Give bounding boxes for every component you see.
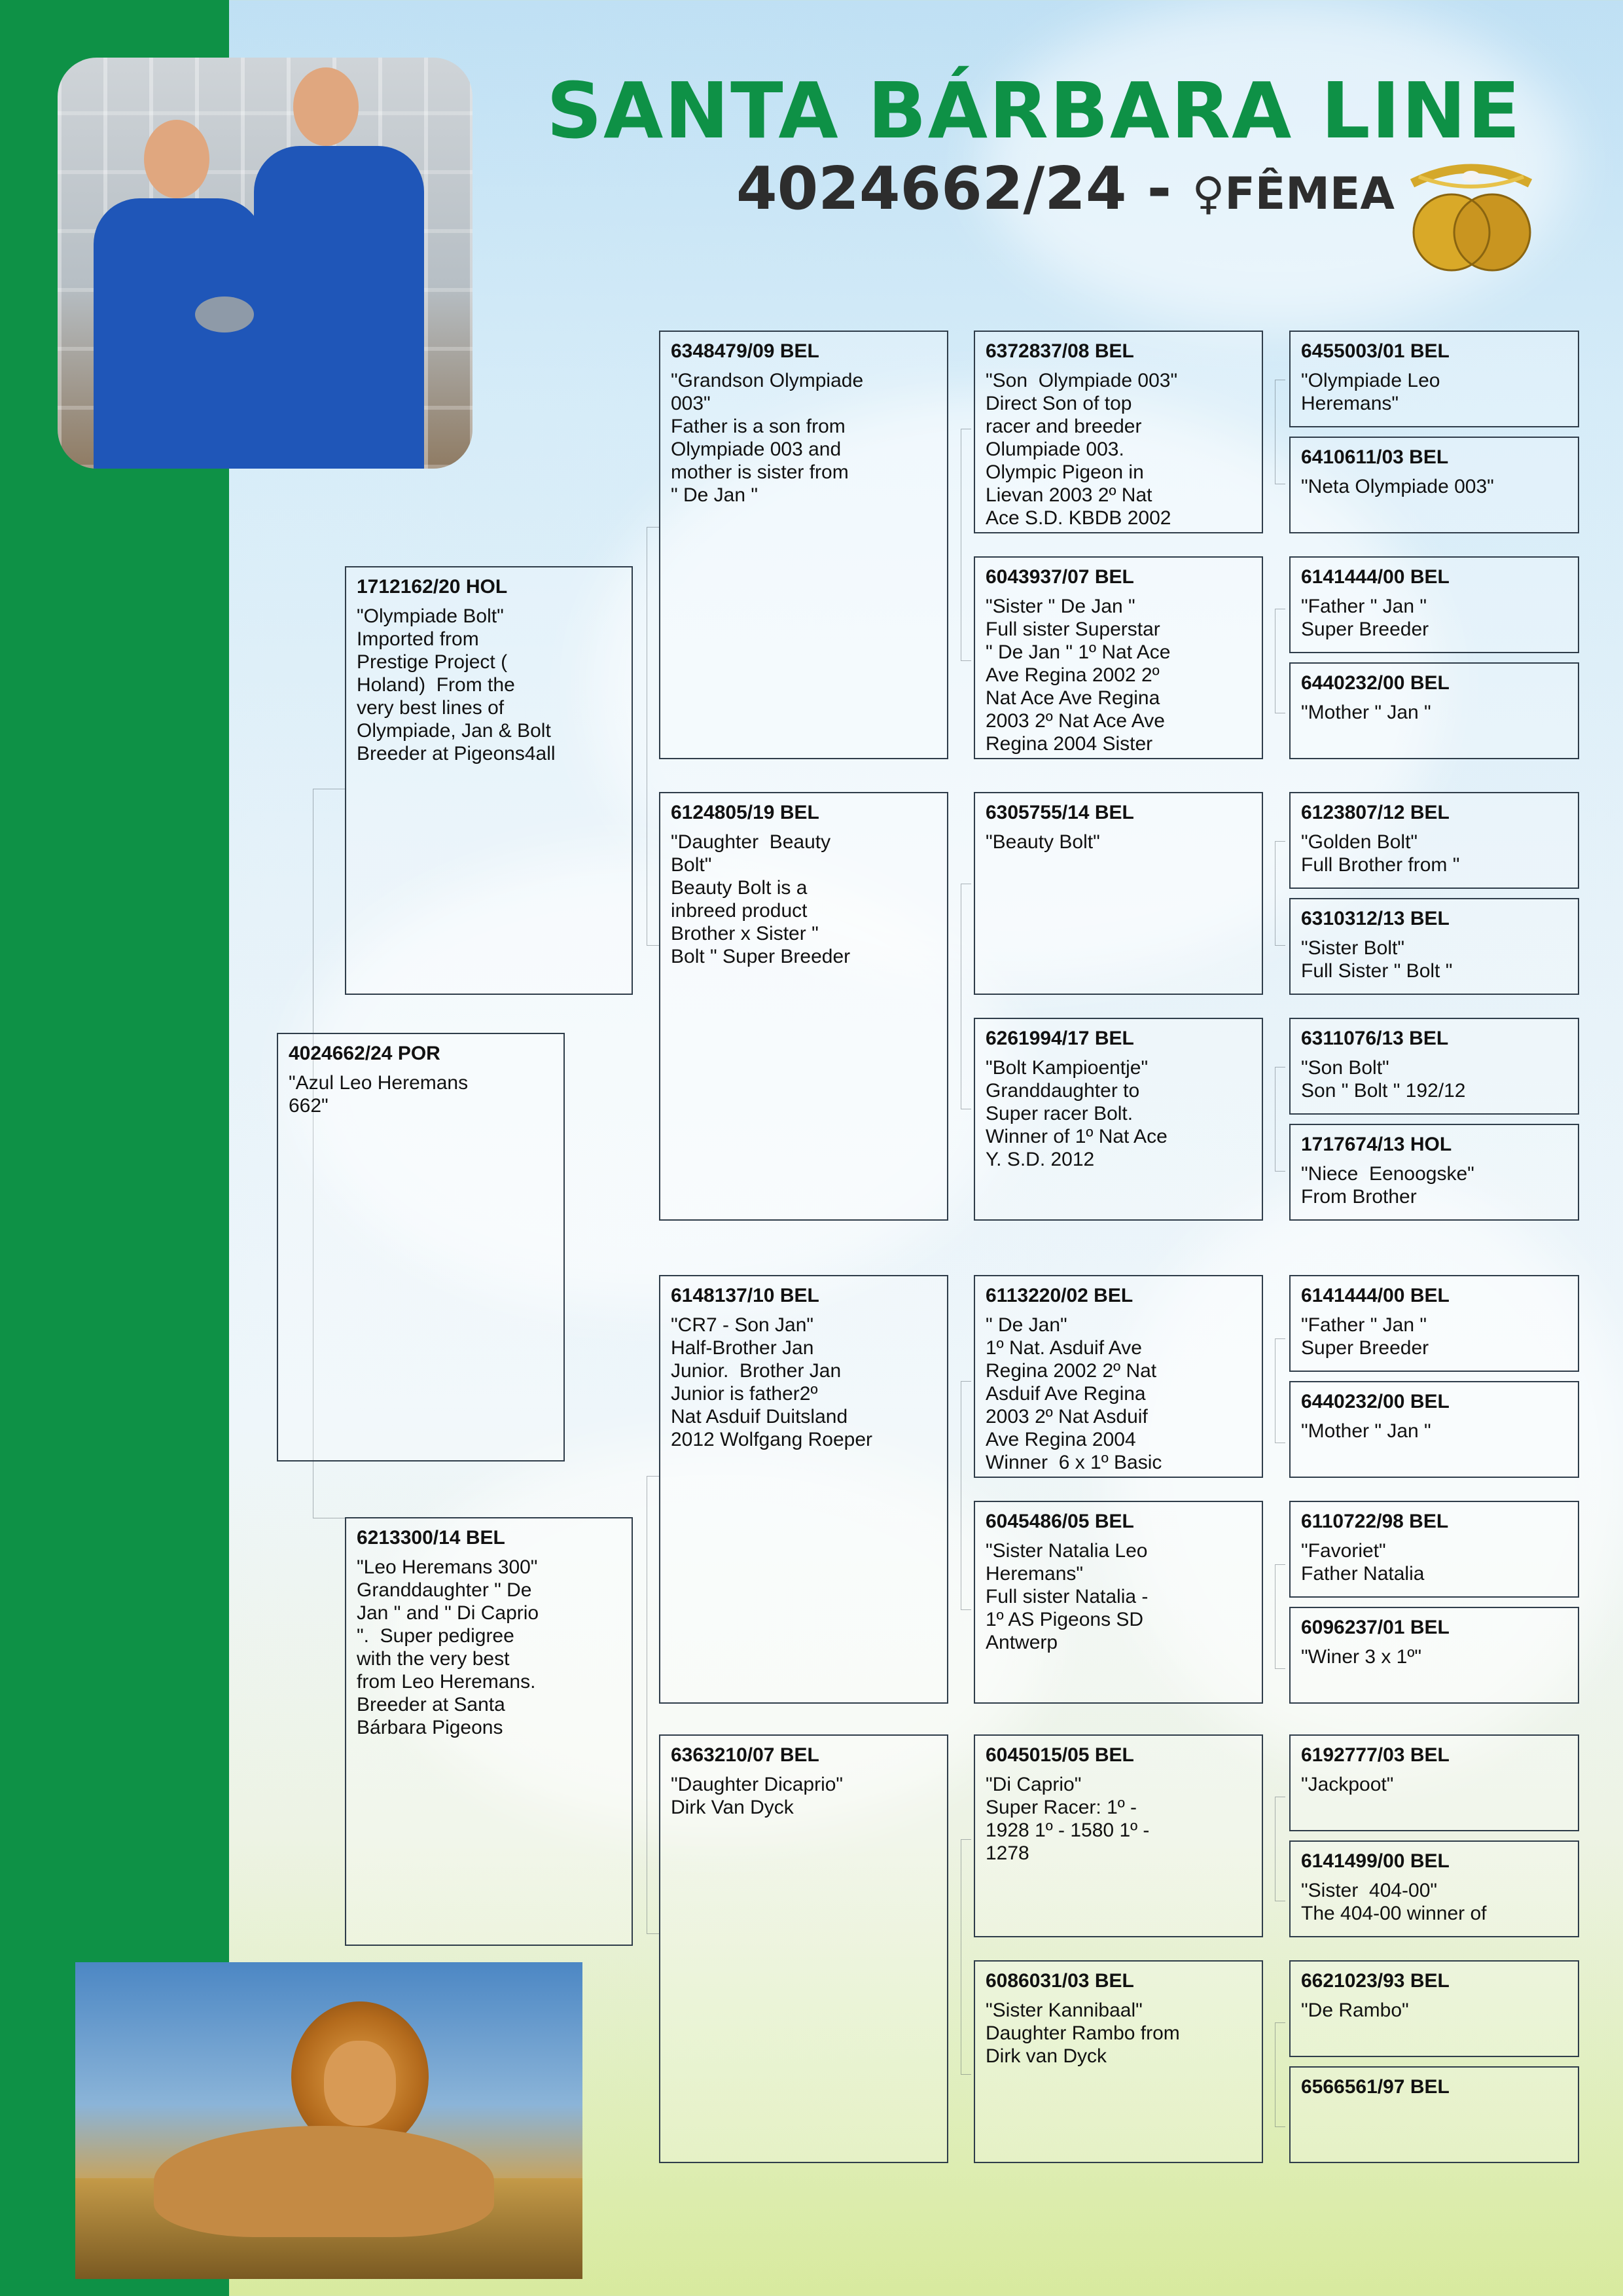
ring-number: 6124805/19 BEL (671, 802, 819, 823)
ring-number: 6113220/02 BEL (986, 1285, 1133, 1306)
connector-line (1275, 2022, 1285, 2127)
great-grandparent-card (974, 1501, 1263, 1704)
pigeon-description: "Father " Jan " Super Breeder (1301, 1314, 1429, 1359)
ancestor-card (1289, 1501, 1579, 1598)
connector-line (1275, 1797, 1285, 1901)
ring-number: 6141444/00 BEL (1301, 566, 1450, 588)
grandparent-card (659, 1275, 948, 1704)
pigeon-description: "Olympiade Bolt" Imported from Prestige Project ( Holand) From the very best lines of Olympiade, Jan & Bolt Breeder at Pigeons4all (357, 605, 556, 764)
pigeon-description: "Sister " De Jan " Full sister Superstar " De Jan " 1º Nat Ace Ave Regina 2002 2º Nat Ace Ave Regina 2003 2º Nat Ace Ave Regina 2004 Sister (986, 596, 1171, 755)
lion-photo (75, 1962, 582, 2279)
connector-line (647, 1476, 660, 1934)
ring-number: 6110722/98 BEL (1301, 1511, 1449, 1532)
pigeon-description: "Winer 3 x 1º" (1301, 1646, 1421, 1668)
ring-number: 6261994/17 BEL (986, 1028, 1134, 1049)
grandparent-card (659, 792, 948, 1221)
dam-card (345, 1517, 633, 1946)
ancestor-card (1289, 1018, 1579, 1115)
ring-number: 6045486/05 BEL (986, 1511, 1134, 1532)
ring-number: 6372837/08 BEL (986, 340, 1134, 362)
heading-sex: FÊMEA (1224, 168, 1395, 220)
pigeon-description: "CR7 - Son Jan" Half-Brother Jan Junior. Brother Jan Junior is father2º Nat Asduif Duitsland 2012 Wolfgang Roeper (671, 1314, 872, 1450)
sire-card (345, 566, 633, 995)
pigeon-description: "De Rambo" (1301, 2000, 1409, 2021)
pigeon-description: "Sister 404-00" The 404-00 winner of (1301, 1880, 1487, 1924)
connector-line (1275, 841, 1285, 946)
pigeon-description: "Mother " Jan " (1301, 1420, 1431, 1442)
great-grandparent-card (974, 1960, 1263, 2163)
great-grandparent-card (974, 792, 1263, 995)
ring-number: 6363210/07 BEL (671, 1744, 819, 1766)
ancestor-card (1289, 1840, 1579, 1937)
connector-line (1275, 1338, 1285, 1443)
ring-number: 6348479/09 BEL (671, 340, 819, 362)
ancestor-card (1289, 1124, 1579, 1221)
heading-ring: 4024662/24 - (736, 154, 1172, 223)
ring-number: 6410611/03 BEL (1301, 446, 1449, 468)
ring-number: 6311076/13 BEL (1301, 1028, 1449, 1049)
ring-number: 6192777/03 BEL (1301, 1744, 1450, 1766)
connector-line (1275, 1067, 1285, 1172)
ring-number: 6305755/14 BEL (986, 802, 1134, 823)
pigeon-description: "Olympiade Leo Heremans" (1301, 370, 1440, 414)
pigeon-description: "Neta Olympiade 003" (1301, 476, 1494, 497)
ring-number: 1717674/13 HOL (1301, 1134, 1452, 1155)
subject-ring-heading (736, 154, 1395, 223)
ring-number: 6440232/00 BEL (1301, 672, 1450, 694)
pigeon-description: "Daughter Beauty Bolt" Beauty Bolt is a inbreed product Brother x Sister " Bolt " Super Breeder (671, 831, 851, 967)
pigeon-description: "Jackpoot" (1301, 1774, 1394, 1795)
pigeon-description: "Di Caprio" Super Racer: 1º - 1928 1º - 1580 1º - 1278 (986, 1774, 1150, 1864)
pigeon-description: "Beauty Bolt" (986, 831, 1100, 853)
ring-number: 6096237/01 BEL (1301, 1617, 1450, 1638)
ancestor-card (1289, 1607, 1579, 1704)
pigeon-description: " De Jan" 1º Nat. Asduif Ave Regina 2002 2º Nat Asduif Ave Regina 2003 2º Nat Asduif Ave Regina 2004 Winner 6 x 1º Basic (986, 1314, 1162, 1473)
pigeon-description: "Favoriet" Father Natalia (1301, 1540, 1425, 1585)
grandparent-card (659, 1734, 948, 2163)
pigeon-description: "Sister Natalia Leo Heremans" Full sister Natalia - 1º AS Pigeons SD Antwerp (986, 1540, 1149, 1653)
globe-emblem-icon (1399, 157, 1543, 275)
pigeon-description: "Bolt Kampioentje" Granddaughter to Super racer Bolt. Winner of 1º Nat Ace Y. S.D. 2012 (986, 1057, 1168, 1170)
pigeon-description: "Daughter Dicaprio" Dirk Van Dyck (671, 1774, 844, 1818)
ring-number: 6086031/03 BEL (986, 1970, 1134, 1992)
pigeon-description: "Niece Eenoogske" From Brother (1301, 1163, 1474, 1208)
connector-line (1275, 380, 1285, 484)
breeders-photo (58, 58, 473, 469)
great-grandparent-card (974, 1018, 1263, 1221)
pigeon-description: "Son Olympiade 003" Direct Son of top racer and breeder Olumpiade 003. Olympic Pigeon in Lievan 2003 2º Nat Ace S.D. KBDB 2002 (986, 370, 1178, 529)
page-title: SANTA BÁRBARA LINE (546, 65, 1522, 156)
connector-line (961, 884, 971, 1109)
connector-line (961, 1839, 971, 2075)
ancestor-card (1289, 331, 1579, 427)
grandparent-card (659, 331, 948, 759)
ring-number: 6440232/00 BEL (1301, 1391, 1450, 1412)
pigeon-description: "Father " Jan " Super Breeder (1301, 596, 1429, 640)
pigeon-description: "Son Bolt" Son " Bolt " 192/12 (1301, 1057, 1466, 1102)
subject-pigeon-card (277, 1033, 565, 1462)
ring-number: 6043937/07 BEL (986, 566, 1134, 588)
pigeon-description: "Grandson Olympiade 003" Father is a son from Olympiade 003 and mother is sister from " De Jan " (671, 370, 864, 506)
connector-line (647, 527, 660, 946)
ancestor-card (1289, 556, 1579, 653)
ancestor-card (1289, 662, 1579, 759)
ring-number: 6141499/00 BEL (1301, 1850, 1450, 1872)
pigeon-description: "Sister Kannibaal" Daughter Rambo from Dirk van Dyck (986, 2000, 1180, 2067)
ring-number: 6123807/12 BEL (1301, 802, 1450, 823)
ancestor-card (1289, 792, 1579, 889)
ancestor-card (1289, 1275, 1579, 1372)
connector-line (961, 1381, 971, 1610)
pigeon-description: "Mother " Jan " (1301, 702, 1431, 723)
ring-number: 6148137/10 BEL (671, 1285, 819, 1306)
connector-line (961, 429, 971, 661)
connector-line (1275, 609, 1285, 713)
ancestor-card (1289, 898, 1579, 995)
great-grandparent-card (974, 556, 1263, 759)
ancestor-card (1289, 2066, 1579, 2163)
female-symbol-icon: ♀ (1192, 168, 1225, 220)
great-grandparent-card (974, 1734, 1263, 1937)
ring-number: 6621023/93 BEL (1301, 1970, 1450, 1992)
ring-number: 4024662/24 POR (289, 1043, 440, 1064)
ancestor-card (1289, 1960, 1579, 2057)
ring-number: 6213300/14 BEL (357, 1527, 505, 1549)
ring-number: 6455003/01 BEL (1301, 340, 1450, 362)
pigeon-description: "Golden Bolt" Full Brother from " (1301, 831, 1460, 876)
ancestor-card (1289, 437, 1579, 533)
ancestor-card (1289, 1734, 1579, 1831)
ring-number: 6566561/97 BEL (1301, 2076, 1450, 2098)
connector-line (1275, 1564, 1285, 1669)
ancestor-card (1289, 1381, 1579, 1478)
great-grandparent-card (974, 1275, 1263, 1478)
ring-number: 6310312/13 BEL (1301, 908, 1450, 929)
pigeon-description: "Leo Heremans 300" Granddaughter " De Jan " and " Di Caprio ". Super pedigree with the very best from Leo Heremans. Breeder at Santa Bárbara Pigeons (357, 1556, 539, 1738)
great-grandparent-card (974, 331, 1263, 533)
ring-number: 6141444/00 BEL (1301, 1285, 1450, 1306)
ring-number: 1712162/20 HOL (357, 576, 508, 598)
ring-number: 6045015/05 BEL (986, 1744, 1134, 1766)
pigeon-description: "Azul Leo Heremans 662" (289, 1072, 469, 1117)
pigeon-description: "Sister Bolt" Full Sister " Bolt " (1301, 937, 1453, 982)
